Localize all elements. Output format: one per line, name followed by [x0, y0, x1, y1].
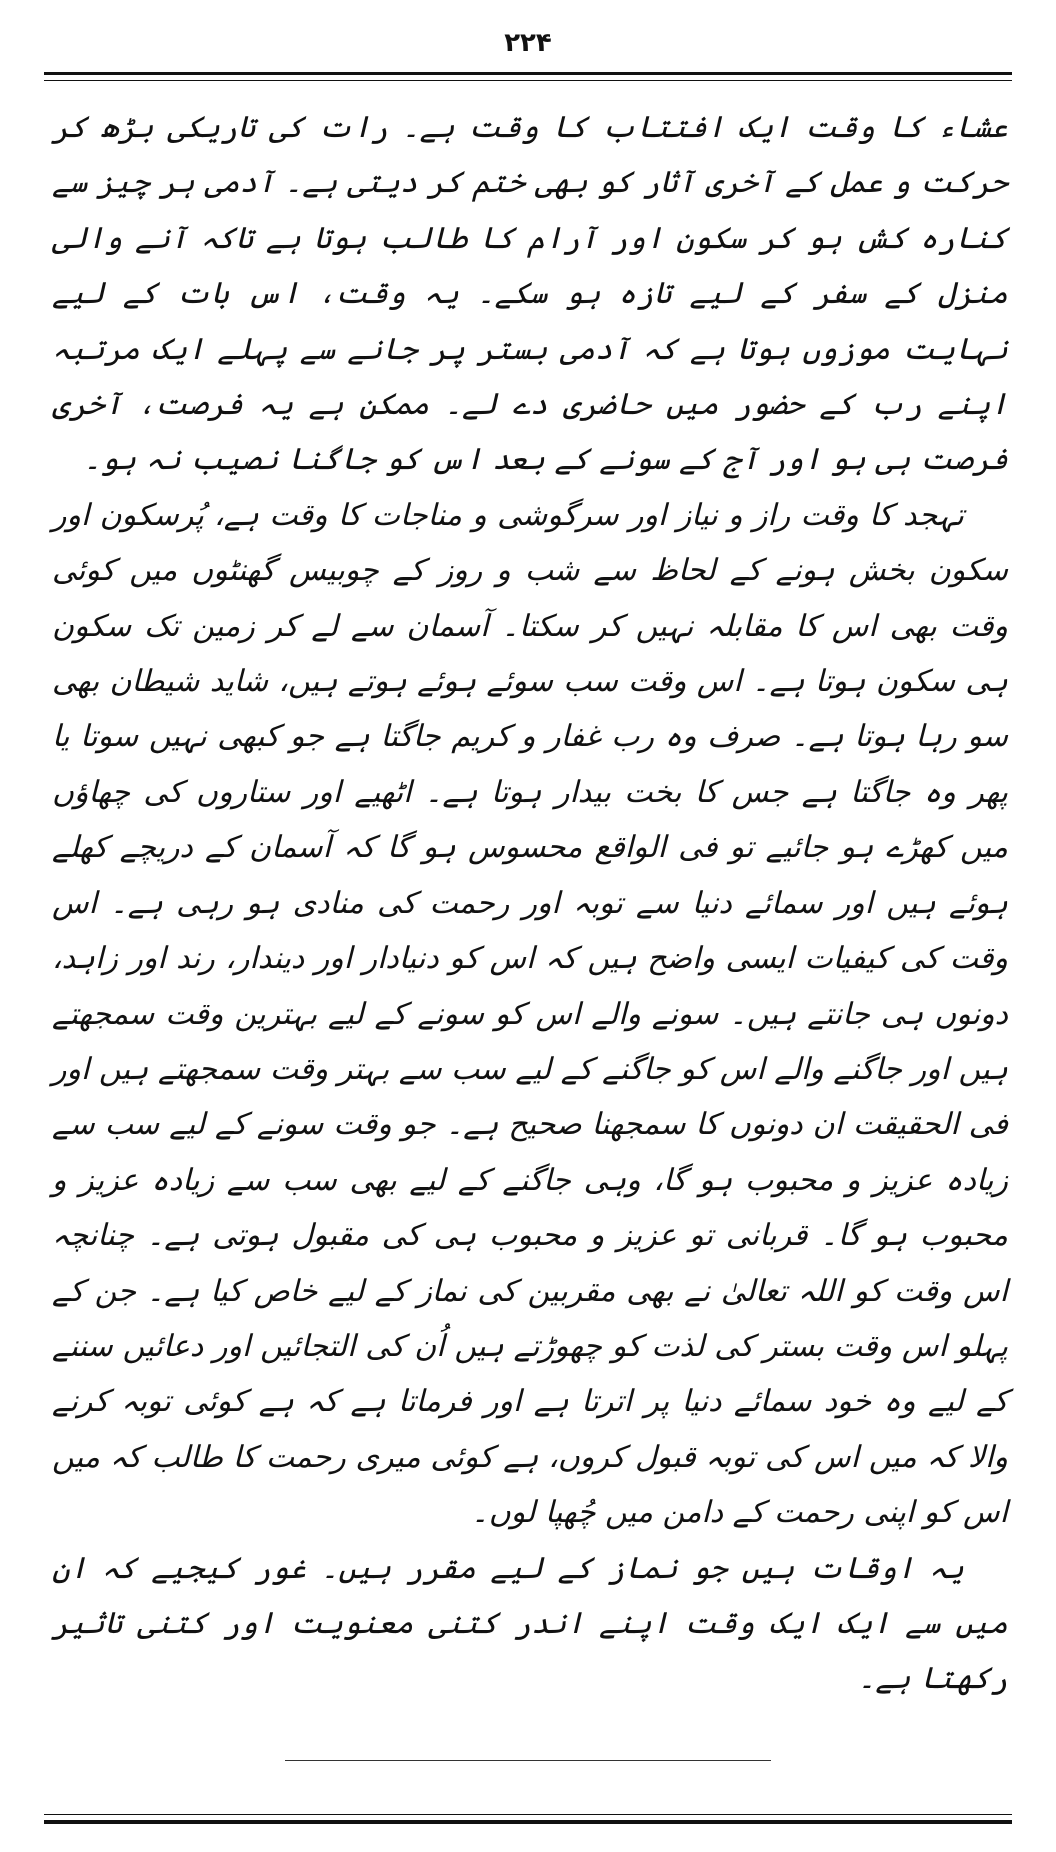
page-number: ۲۲۴: [504, 28, 552, 58]
header-rule-thick: [44, 72, 1012, 75]
footer-rule-thick: [44, 1820, 1012, 1824]
body-text: [52, 100, 1008, 1707]
header-rule-thin: [44, 80, 1012, 81]
paragraph-conclusion: یہ اوقات ہیں جو نماز کے لیے مقرر ہیں۔ غور کیجیے کہ ان میں سے ایک ایک وقت اپنے اندر کتنی معنویت اور کتنی تاثیر رکھتا ہے۔: [52, 1550, 1008, 1697]
section-end-rule: [285, 1760, 771, 1761]
footer-rule-thin: [44, 1814, 1012, 1815]
paragraph-tahajjud: تہجد کا وقت راز و نیاز اور سرگوشی و مناجات کا وقت ہے، پُرسکون اور سکون بخش ہونے کے لحاظ سے شب و روز کے چوبیس گھنٹوں میں کوئی وقت بھی اس کا مقابلہ نہیں کر سکتا۔ آسمان سے لے کر زمین تک سکون ہی سکون ہوتا ہے۔ اس وقت سب سوئے ہوئے ہوتے ہیں، شاید شیطان بھی سو رہا ہوتا ہے۔ صرف وہ رب غفار و کریم جاگتا ہے جو کبھی نہیں سوتا یا پھر وہ جاگتا ہے جس کا بخت بیدار ہوتا ہے۔ اٹھیے اور ستاروں کی چھاؤں میں کھڑے ہو جائیے تو فی الواقع محسوس ہو گا کہ آسمان کے دریچے کھلے ہوئے ہیں اور سمائے دنیا سے توبہ اور رحمت کی منادی ہو رہی ہے۔ اس وقت کی کیفیات ایسی واضح ہیں کہ اس کو دنیادار اور دیندار، رند اور زاہد، دونوں ہی جانتے ہیں۔ سونے والے اس کو سونے کے لیے بہترین وقت سمجھتے ہیں اور جاگنے والے اس کو جاگنے کے لیے سب سے بہتر وقت سمجھتے ہیں اور فی الحقیقت ان دونوں کا سمجھنا صحیح ہے۔ جو وقت سونے کے لیے سب سے زیادہ عزیز و محبوب ہو گا، وہی جاگنے کے لیے بھی سب سے زیادہ عزیز و محبوب ہو گا۔ قربانی تو عزیز و محبوب ہی کی مقبول ہوتی ہے۔ چنانچہ اس وقت کو اللہ تعالیٰ نے بھی مقربین کی نماز کے لیے خاص کیا ہے۔ جن کے پہلو اس وقت بستر کی لذت کو چھوڑتے ہیں اُن کی التجائیں اور دعائیں سننے کے لیے وہ خود سمائے دنیا پر اترتا ہے اور فرماتا ہے کہ ہے کوئی توبہ کرنے والا کہ میں اس کی توبہ قبول کروں، ہے کوئی میری رحمت کا طالب کہ میں اس کو اپنی رحمت کے دامن میں چُھپا لوں۔: [52, 497, 1008, 1531]
paragraph-isha: عشاء کا وقت ایک افتتاب کا وقت ہے۔ رات کی تاریکی بڑھ کر حرکت و عمل کے آخری آثار کو بھی ختم کر دیتی ہے۔ آدمی ہر چیز سے کنارہ کش ہو کر سکون اور آرام کا طالب ہوتا ہے تاکہ آنے والی منزل کے سفر کے لیے تازہ ہو سکے۔ یہ وقت، اس بات کے لیے نہایت موزوں ہوتا ہے کہ آدمی بستر پر جانے سے پہلے ایک مرتبہ اپنے رب کے حضور میں حاضری دے لے۔ ممکن ہے یہ فرصت، آخری فرصت ہی ہو اور آج کے سونے کے بعد اس کو جاگنا نصیب نہ ہو۔: [52, 110, 1008, 478]
